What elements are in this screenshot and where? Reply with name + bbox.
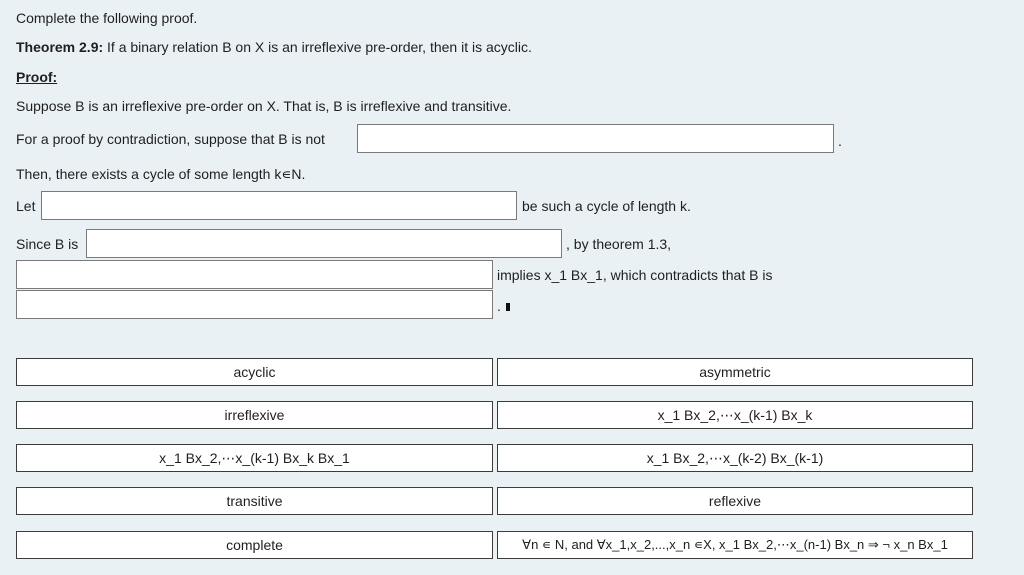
qed-mark (506, 303, 510, 311)
final-period: . (497, 298, 501, 314)
option-cycle-k[interactable]: x_1 Bx_2,⋯x_(k-1) Bx_k Bx_1 (16, 444, 493, 472)
let-text: Let (16, 198, 36, 214)
blank-cycle[interactable] (41, 191, 517, 220)
then-line: Then, there exists a cycle of some length k∊N. (16, 166, 306, 182)
option-irreflexive[interactable]: irreflexive (16, 401, 493, 429)
since-after-text: , by theorem 1.3, (566, 236, 672, 252)
option-acyclic[interactable]: acyclic (16, 358, 493, 386)
blank-not-property[interactable] (357, 124, 834, 153)
option-reflexive[interactable]: reflexive (497, 487, 973, 515)
option-chain-k-minus-1[interactable]: x_1 Bx_2,⋯x_(k-2) Bx_(k-1) (497, 444, 973, 472)
contradiction-text: For a proof by contradiction, suppose that B is not (16, 131, 325, 147)
theorem-statement (16, 38, 532, 56)
option-asymmetric[interactable]: asymmetric (497, 358, 973, 386)
instruction: Complete the following proof. (16, 10, 198, 26)
proof-heading: Proof: (16, 69, 58, 85)
blank-implication[interactable] (16, 260, 493, 289)
option-transitive[interactable]: transitive (16, 487, 493, 515)
blank-since-property[interactable] (86, 229, 562, 258)
option-chain-k[interactable]: x_1 Bx_2,⋯x_(k-1) Bx_k (497, 401, 973, 429)
since-text: Since B is (16, 236, 79, 252)
contradiction-period: . (838, 133, 842, 149)
blank-contradicted-property[interactable] (16, 290, 493, 319)
suppose-line: Suppose B is an irreflexive pre-order on X. That is, B is irreflexive and transitive. (16, 98, 512, 114)
option-acyclic-definition[interactable]: ∀n ∊ N, and ∀x_1,x_2,...,x_n ∊X, x_1 Bx_2,⋯x_(n-1) Bx_n ⇒ ¬ x_n Bx_1 (497, 531, 973, 559)
let-after-text: be such a cycle of length k. (522, 198, 691, 214)
option-complete[interactable]: complete (16, 531, 493, 559)
theorem-label: Theorem 2.9: (16, 39, 104, 55)
theorem-text: If a binary relation B on X is an irreflexive pre-order, then it is acyclic. (103, 39, 532, 55)
implies-text: implies x_1 Bx_1, which contradicts that B is (497, 267, 773, 283)
